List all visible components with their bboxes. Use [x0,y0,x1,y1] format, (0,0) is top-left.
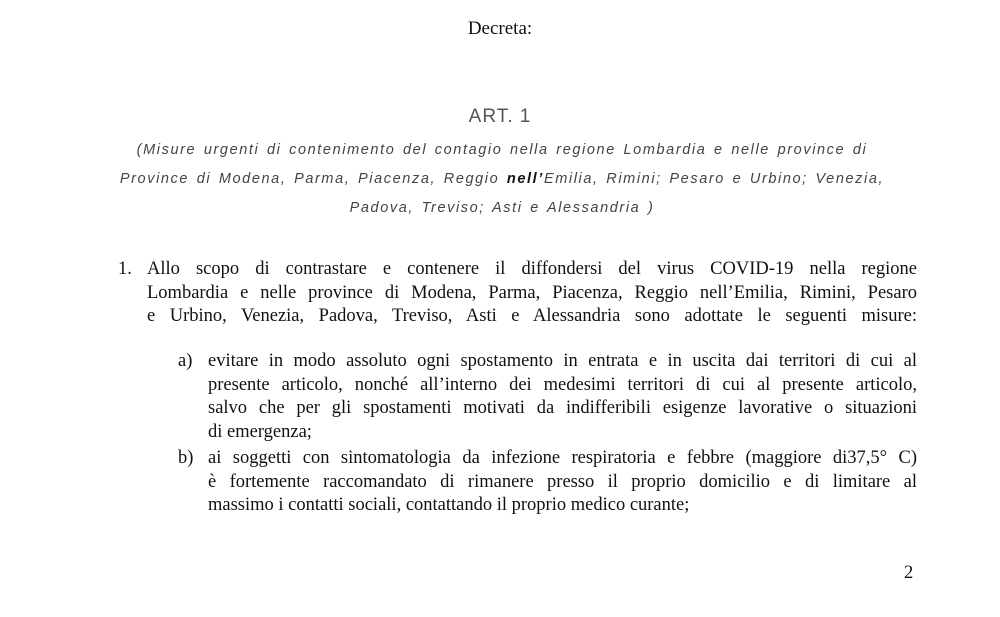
item-b-text [208,447,917,518]
item-b-line: ai soggetti con sintomatologia da infezione respiratoria e febbre (maggiore di37,5° C) [208,448,917,468]
subtitle-line-2 [92,165,912,194]
subtitle-line-2-end: Emilia, Rimini; Pesaro e Urbino; Venezia, [543,171,885,187]
article-title: ART. 1 [468,106,532,127]
article-subtitle [92,136,912,223]
subtitle-line-3: Padova, Treviso; Asti e Alessandria ) [349,200,655,216]
item-a-line: di emergenza; [208,421,312,442]
item-b-label: b) [178,448,194,468]
item-b-line: è fortemente raccomandato di rimanere presso il proprio domicilio e di limitare al [208,471,917,492]
item-a-text [208,350,917,444]
paragraph-1-text [147,258,917,329]
decree-heading: Decreta: [467,18,533,39]
paragraph-1-line: e Urbino, Venezia, Padova, Treviso, Asti e Alessandria sono adottate le seguenti misure: [147,306,917,326]
paragraph-1-line: Allo scopo di contrastare e contenere il diffondersi del virus COVID-19 nella regione [147,259,917,279]
item-a-label: a) [178,351,193,371]
subtitle-bold-text: nell’ [506,171,544,187]
paragraph-1-line: Lombardia e nelle province di Modena, Parma, Piacenza, Reggio nell’Emilia, Rimini, Pesaro [147,282,917,303]
item-a-line: presente articolo, nonché all’interno dei medesimi territori di cui al presente articolo, [208,374,917,395]
page-number: 2 [904,563,914,583]
item-a-line: evitare in modo assoluto ogni spostamento in entrata e in uscita dai territori di cui al [208,351,917,371]
subtitle-line-2-start: Province di Modena, Parma, Piacenza, Reggio [119,171,507,187]
item-a-line: salvo che per gli spostamenti motivati da indifferibili esigenze lavorative o situazioni [208,398,917,418]
subtitle-line-1: (Misure urgenti di contenimento del contagio nella regione Lombardia e nelle province di [136,142,868,158]
paragraph-number: 1. [118,259,132,279]
item-b-line: massimo i contatti sociali, contattando il proprio medico curante; [208,495,690,515]
